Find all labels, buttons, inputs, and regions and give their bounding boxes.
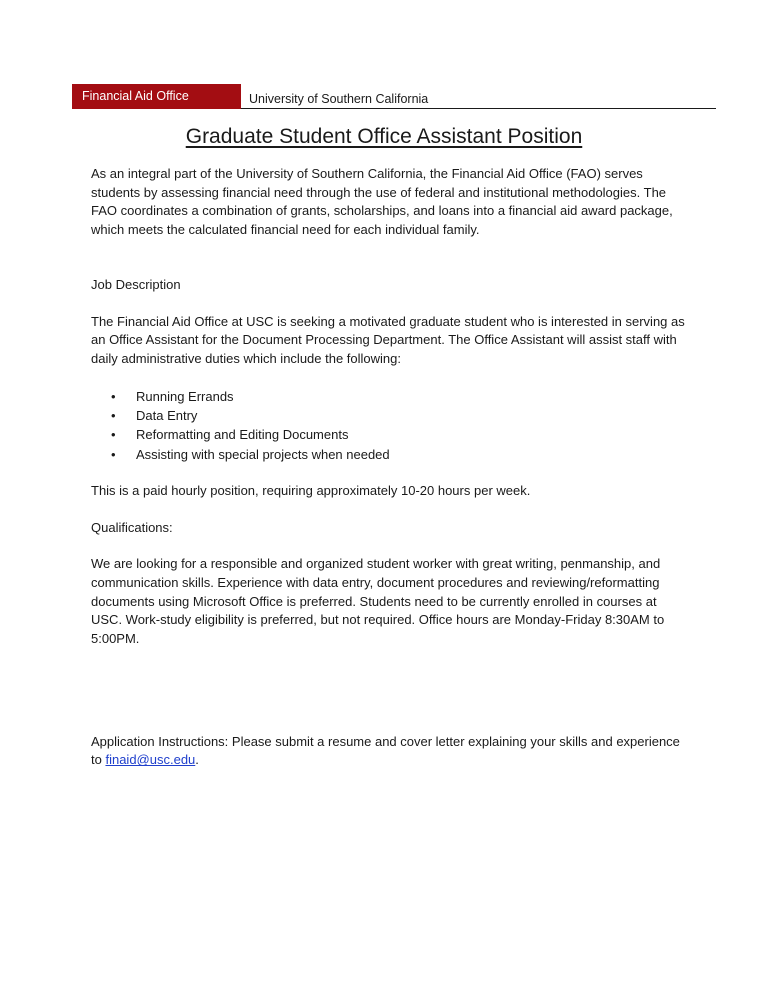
application-instructions	[91, 733, 686, 770]
email-link[interactable]: finaid@usc.edu	[105, 752, 196, 768]
duty-label: Data Entry	[136, 407, 198, 423]
duty-label: Running Errands	[136, 388, 234, 404]
bullet-icon: •	[111, 446, 116, 462]
duties-list	[91, 387, 686, 464]
office-label-box	[72, 84, 241, 109]
page-title: Graduate Student Office Assistant Position	[185, 125, 583, 148]
header-divider	[241, 108, 716, 109]
duty-label: Assisting with special projects when needed	[136, 446, 390, 462]
qualifications-heading: Qualifications:	[91, 519, 173, 535]
bullet-icon: •	[111, 427, 116, 443]
list-item	[91, 425, 686, 444]
application-text-end: .	[195, 752, 199, 768]
office-label: Financial Aid Office	[82, 89, 189, 103]
duty-label: Reformatting and Editing Documents	[136, 427, 349, 443]
paid-position-note: This is a paid hourly position, requiring approximately 10-20 hours per week.	[91, 482, 531, 498]
document-body	[91, 165, 686, 770]
list-item	[91, 445, 686, 464]
job-description-heading: Job Description	[91, 276, 181, 292]
bullet-icon: •	[111, 407, 116, 423]
list-item	[91, 387, 686, 406]
job-description-text: The Financial Aid Office at USC is seeking a motivated graduate student who is interested in serving as an Office Assistant for the Document Processing Department. The Office Assistant will assist staff with daily administrative duties which include the following:	[91, 313, 685, 366]
university-name: University of Southern California	[249, 92, 429, 106]
intro-paragraph: As an integral part of the University of Southern California, the Financial Aid Office (FAO) serves students by assessing financial need through the use of federal and institutional methodologies. The FAO coordinates a combination of grants, scholarships, and loans into a financial aid award package, which meets the calculated financial need for each individual family.	[91, 166, 673, 238]
bullet-icon: •	[111, 388, 116, 404]
qualifications-text: We are looking for a responsible and organized student worker with great writing, penmanship, and communication skills. Experience with data entry, document procedures and reviewing/reformatting documents using Microsoft Office is preferred. Students need to be currently enrolled in courses at USC. Work-study eligibility is preferred, but not required. Office hours are Monday-Friday 8:30AM to 5:00PM.	[91, 556, 665, 647]
list-item	[91, 406, 686, 425]
application-text: Application Instructions: Please submit a resume and cover letter explaining your skills and experience to	[91, 733, 680, 768]
